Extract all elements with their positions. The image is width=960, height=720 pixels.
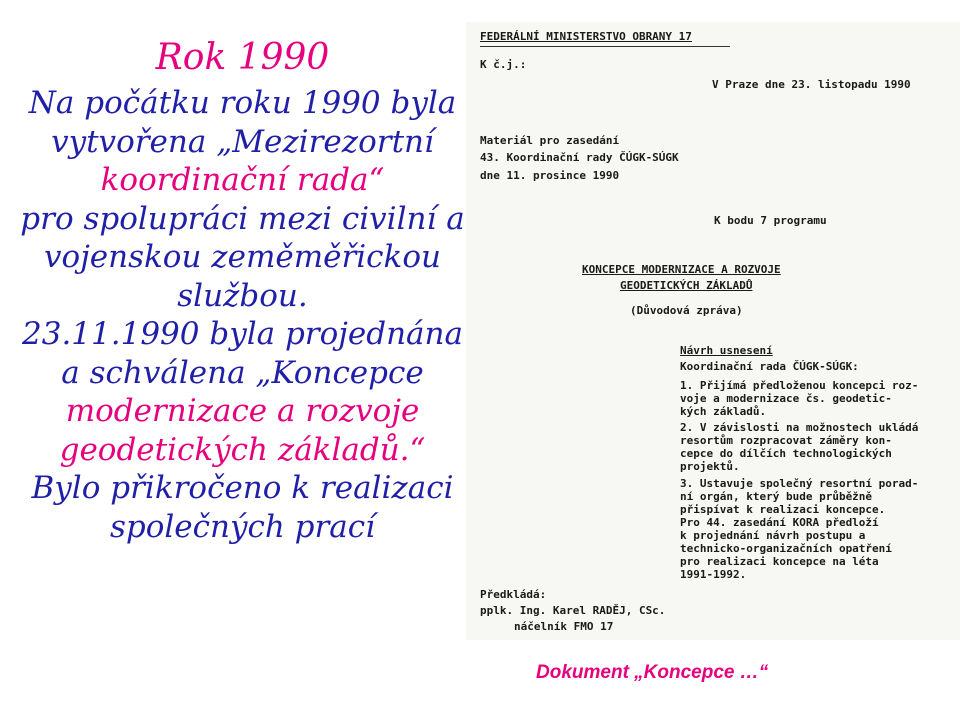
doc-item-2-line-3: cepce do dílčích technologických: [680, 447, 892, 460]
text-line-7: 23.11.1990 byla projednána: [22, 316, 463, 352]
text-line-10: geodetických základů.“: [59, 431, 426, 468]
doc-item-2-line-2: resortům rozpracovat záměry kon-: [680, 434, 892, 447]
doc-subtitle: (Důvodová zpráva): [630, 304, 743, 317]
text-line-4: pro spolupráci mezi civilní a: [20, 200, 465, 237]
doc-header: FEDERÁLNÍ MINISTERSTVO OBRANY 17: [480, 30, 692, 43]
doc-submitter-title: náčelník FMO 17: [514, 620, 614, 633]
text-line-8: a schválena „Koncepce: [61, 354, 424, 391]
document-caption: Dokument „Koncepce …“: [536, 662, 769, 683]
text-line-12: společných prací: [109, 508, 376, 545]
doc-submitter-name: pplk. Ing. Karel RADĚJ, CSc.: [480, 604, 666, 617]
doc-item-3-line-2: ní orgán, který bude průběžně: [680, 490, 873, 503]
doc-item-1-line-1: 1. Přijímá předloženou koncepci roz-: [680, 379, 919, 392]
doc-item-3-line-7: pro realizaci koncepce na léta: [680, 555, 879, 568]
text-line-3: koordinační rada“: [100, 162, 385, 198]
doc-title-2: GEODETICKÝCH ZÁKLADŮ: [620, 279, 753, 292]
slide-text-block: [20, 36, 465, 546]
doc-date: V Praze dne 23. listopadu 1990: [712, 78, 911, 91]
scanned-document: [466, 22, 960, 640]
doc-agenda: K bodu 7 programu: [714, 214, 827, 227]
doc-resolution-heading: Návrh usnesení: [680, 344, 773, 357]
doc-item-3-line-3: přispívat k realizaci koncepce.: [680, 503, 886, 516]
doc-item-3-line-4: Pro 44. zasedání KORA předloží: [680, 516, 879, 529]
text-line-5: vojenskou zeměměřickou: [44, 239, 441, 275]
doc-header-rule: [480, 46, 730, 47]
doc-item-3-line-1: 3. Ustavuje společný resortní porad-: [680, 477, 919, 490]
doc-item-2-line-1: 2. V závislosti na možnostech ukládá: [680, 421, 919, 434]
text-line-9: modernizace a rozvoje: [65, 393, 420, 429]
doc-material-3: dne 11. prosince 1990: [480, 169, 620, 182]
doc-submitter-label: Předkládá:: [480, 588, 547, 601]
doc-item-3-line-6: technicko-organizačních opatření: [680, 542, 892, 555]
doc-resolution-intro: Koordinační rada ČÚGK-SÚGK:: [680, 360, 859, 373]
text-line-2: vytvořena „Mezirezortní: [51, 123, 434, 160]
text-line-1: Na počátku roku 1990 byla: [28, 85, 457, 121]
doc-title-1: KONCEPCE MODERNIZACE A ROZVOJE: [582, 263, 781, 276]
doc-item-1-line-3: kých základů.: [680, 405, 767, 418]
doc-item-1-line-2: voje a modernizace čs. geodetic-: [680, 392, 892, 405]
doc-ref: K č.j.:: [480, 58, 527, 71]
text-line-6: službou.: [177, 277, 308, 314]
doc-item-3-line-5: k projednání návrh postupu a: [680, 529, 866, 542]
text-line-11: Bylo přikročeno k realizaci: [31, 470, 454, 506]
doc-item-2-line-4: projektů.: [680, 460, 740, 473]
doc-item-3-line-8: 1991-1992.: [680, 568, 747, 581]
doc-material-1: Materiál pro zasedání: [480, 134, 620, 147]
slide-title: Rok 1990: [155, 37, 330, 78]
doc-material-2: 43. Koordinační rady ČÚGK-SÚGK: [480, 151, 679, 164]
